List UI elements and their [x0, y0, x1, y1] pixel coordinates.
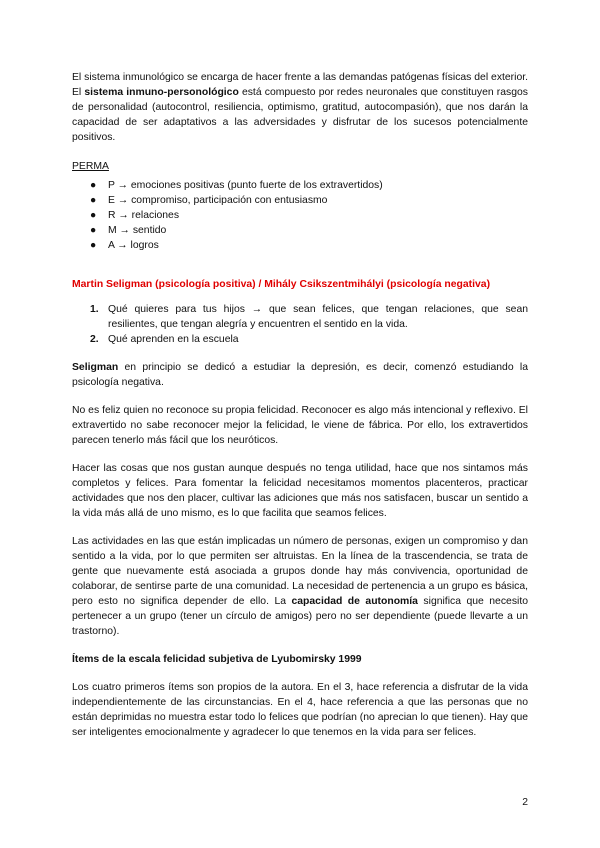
bullet-icon: ●: [90, 240, 97, 251]
list-item: ● E → compromiso, participación con entusiasmo: [90, 195, 328, 206]
paragraph-items: Los cuatro primeros ítems son propios de la autora. En el 3, hace referencia a disfrutar de la vida independientemente de las circunstancias. En el 4, hace referencia a que las personas que no están deprimidas no muestra estar todo lo felices que podrían (no aprecian lo que tienen). Hay que ser inteligentes emocionalmente y agradecer lo que tenemos en la vida para ser felices.: [72, 682, 528, 738]
bullet-icon: ●: [90, 180, 97, 191]
bold-term-sistema: sistema inmuno-personológico: [84, 87, 239, 98]
list-item: ● A → logros: [90, 240, 159, 251]
paragraph-hacer-cosas: Hacer las cosas que nos gustan aunque después no tenga utilidad, hace que nos sintamos más completos y felices. Para fomentar la felicidad necesitamos momentos placenteros, practicar actividades que nos den placer, cultivar las adiciones que más nos satisfacen, buscar un sentido a la vida más allá de uno mismo, es lo que facilita que seamos felices.: [72, 463, 528, 519]
paragraph-seligman: Seligman en principio se dedicó a estudiar la depresión, es decir, comenzó estudiando la psicología negativa.: [72, 362, 528, 388]
document-page: [72, 70, 528, 740]
paragraph-felicidad: No es feliz quien no reconoce su propia felicidad. Reconocer es algo más intencional y reflexivo. El extravertido no sabe reconocer mejor la felicidad, le viene de fábrica. Por ello, los extravertidos parecen tenerlo más fácil que los neuróticos.: [72, 405, 528, 446]
bold-term-autonomia: capacidad de autonomía: [291, 596, 418, 607]
list-item: ● M → sentido: [90, 225, 167, 236]
list-item: 2. Qué aprenden en la escuela: [90, 334, 239, 345]
list-item: ● R → relaciones: [90, 210, 180, 221]
perma-list: [72, 178, 528, 253]
questions-list: [72, 302, 528, 347]
bullet-icon: ●: [90, 195, 97, 206]
page-number: 2: [522, 797, 528, 808]
list-item: 1. Qué quieres para tus hijos → que sean felices, que tengan relaciones, que sean resilientes, que tengan alegría y encuentren el sentido en la vida.: [90, 304, 528, 330]
paragraph-immune-system: El sistema inmunológico se encarga de hacer frente a las demandas patógenas físicas del exterior. El sistema inmuno-personológico está compuesto por redes neuronales que constituyen rasgos de personalidad (autocontrol, resiliencia, optimismo, gratitud, autocompasión), que nos darán la capacidad de ser adaptativos a las adversidades y disfrutar de los sucesos potencialmente positivos.: [72, 72, 528, 143]
section-heading-seligman: Martin Seligman (psicología positiva) / Mihály Csikszentmihályi (psicología negativa): [72, 279, 491, 290]
paragraph-actividades: Las actividades en las que están implicadas un número de personas, exigen un compromiso y dan sentido a la vida, por lo que permiten ser altruistas. En la línea de la trascendencia, se trata de gente que nuevamente está asociada a grupos donde hay más convivencia, oportunidad de colaborar, de sentirse parte de una comunidad. La necesidad de pertenencia a un grupo es básica, pero esto no significa depender de ello. La capacidad de autonomía significa que necesito pertenecer a un grupo (tener un círculo de amigos) pero no ser dependiente (puede llevarte a un trastorno).: [72, 536, 528, 637]
list-item: ● P → emociones positivas (punto fuerte de los extravertidos): [90, 180, 383, 191]
bullet-icon: ●: [90, 210, 97, 221]
perma-title: PERMA: [72, 161, 109, 172]
section-heading-lyubomirsky: Ítems de la escala felicidad subjetiva de Lyubomirsky 1999: [72, 654, 362, 665]
bullet-icon: ●: [90, 225, 97, 236]
